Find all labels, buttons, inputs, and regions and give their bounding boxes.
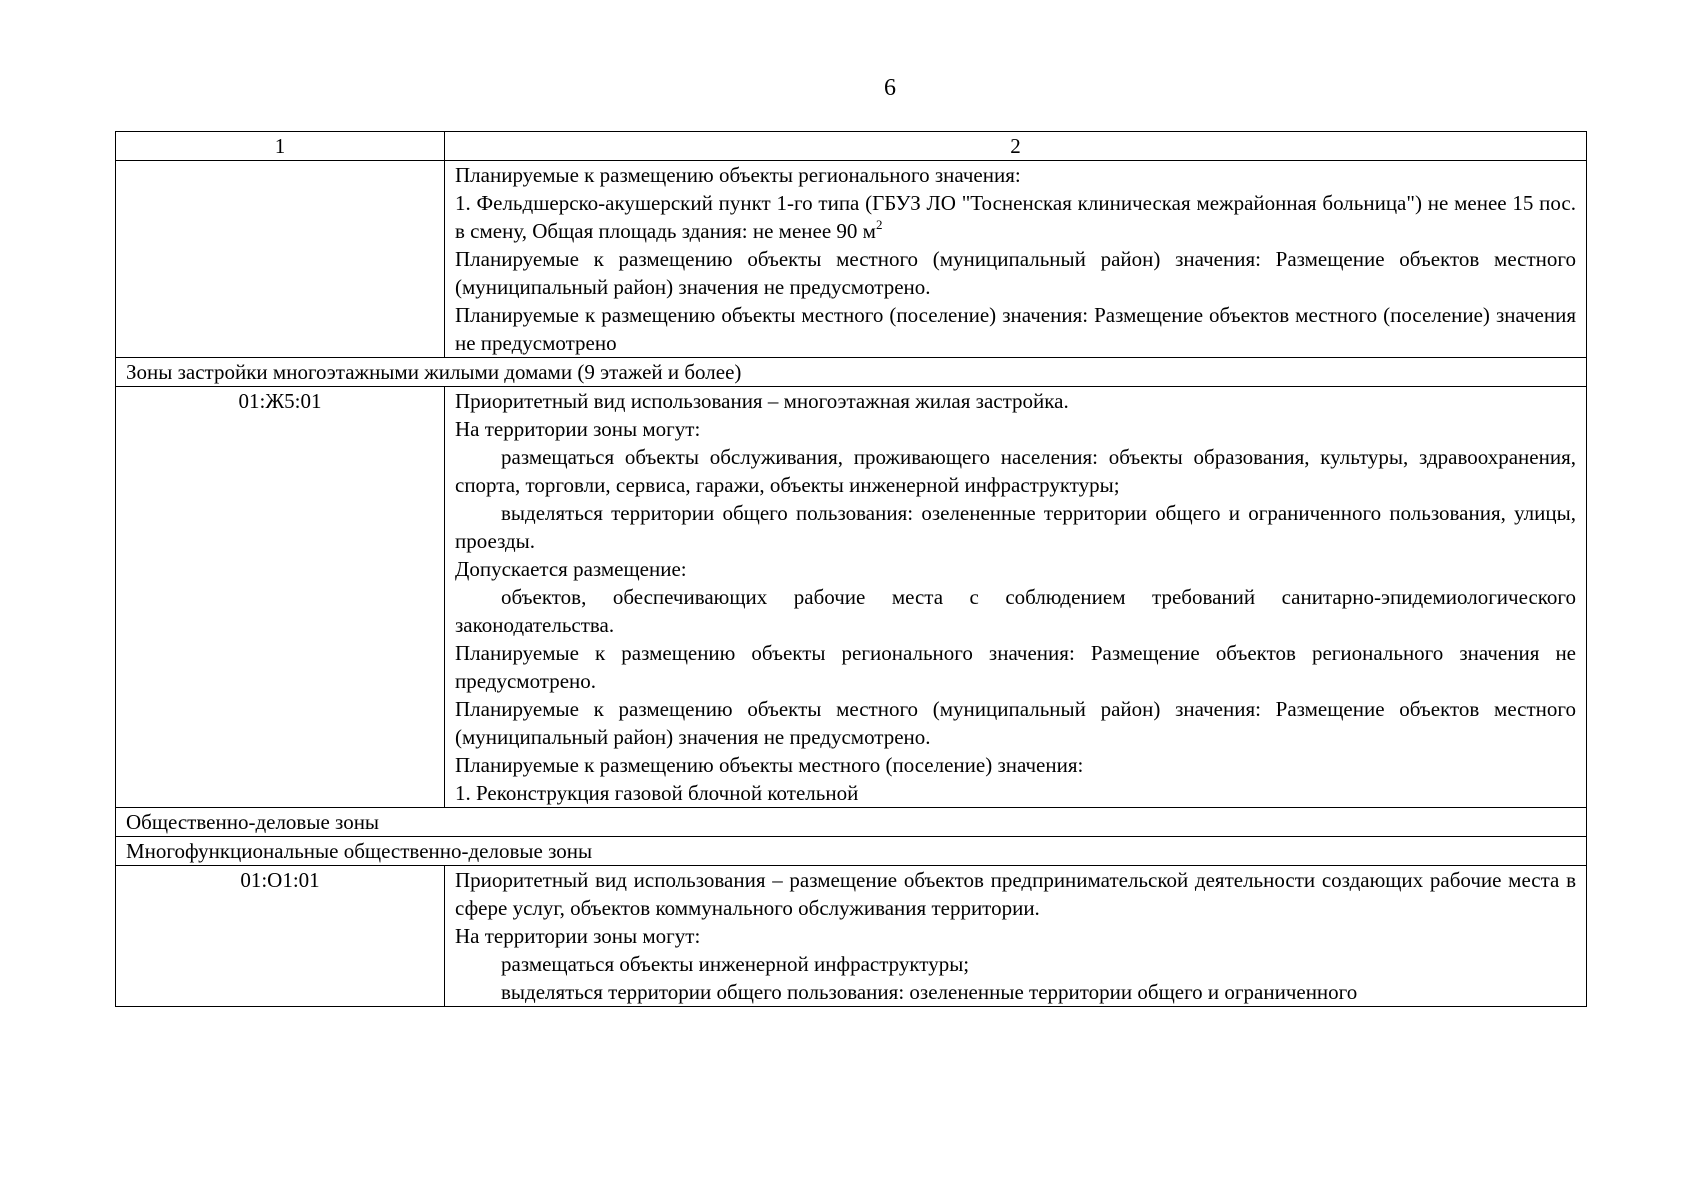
text-line: Планируемые к размещению объекты местного (поселение) значения: Размещение объектов местного (поселение) значения не предусмотрено (455, 303, 1576, 355)
text-line: 1. Реконструкция газовой блочной котельной (455, 781, 859, 805)
zone-heading-row (116, 808, 1587, 837)
text-line: На территории зоны могут: (455, 924, 701, 948)
text-line: Планируемые к размещению объекты регионального значения: (455, 163, 1021, 187)
zone-code-cell: 01:Ж5:01 (116, 387, 445, 808)
zone-heading: Общественно-деловые зоны (116, 808, 1587, 837)
zone-heading: Зоны застройки многоэтажными жилыми домами (9 этажей и более) (116, 358, 1587, 387)
table-row (116, 866, 1587, 1007)
text-line: выделяться территории общего пользования: озелененные территории общего и ограниченного пользования, улицы, проезды. (455, 501, 1576, 553)
zone-heading: Многофункциональные общественно-деловые зоны (116, 837, 1587, 866)
text-line: Приоритетный вид использования – многоэтажная жилая застройка. (455, 389, 1069, 413)
text-line: размещаться объекты инженерной инфраструктуры; (501, 952, 970, 976)
zone-heading-row (116, 358, 1587, 387)
zone-heading-row (116, 837, 1587, 866)
text-line: размещаться объекты обслуживания, проживающего населения: объекты образования, культуры, здравоохранения, спорта, торговли, сервиса, гаражи, объекты инженерной инфраструктуры; (455, 445, 1576, 497)
text-line: объектов, обеспечивающих рабочие места с соблюдением требований санитарно-эпидемиологического законодательства. (455, 585, 1576, 637)
zone-code-cell (116, 161, 445, 358)
page-number: 6 (884, 75, 896, 101)
text-line: Приоритетный вид использования – размещение объектов предпринимательской деятельности создающих рабочие места в сфере услуг, объектов коммунального обслуживания территории. (455, 868, 1576, 920)
zone-description-cell (445, 387, 1587, 808)
zone-code-cell: 01:О1:01 (116, 866, 445, 1007)
text-line: Планируемые к размещению объекты местного (поселение) значения: (455, 753, 1084, 777)
column-header-2: 2 (445, 132, 1587, 161)
text-line-content: 1. Фельдшерско-акушерский пункт 1-го типа (ГБУЗ ЛО "Тосненская клиническая межрайонная больница") не менее 15 пос. в смену, Общая площадь здания: не менее 90 м (455, 191, 1576, 243)
text-line: Планируемые к размещению объекты регионального значения: Размещение объектов регионального значения не предусмотрено. (455, 641, 1576, 693)
text-line: Планируемые к размещению объекты местного (муниципальный район) значения: Размещение объектов местного (муниципальный район) значения не предусмотрено. (455, 697, 1576, 749)
zone-description-cell (445, 866, 1587, 1007)
text-line: Допускается размещение: (455, 557, 687, 581)
text-line: На территории зоны могут: (455, 417, 701, 441)
column-header-1: 1 (116, 132, 445, 161)
zoning-table (115, 131, 1587, 1007)
table-row (116, 387, 1587, 808)
zone-description-cell (445, 161, 1587, 358)
table-header-row (116, 132, 1587, 161)
text-line (455, 189, 1576, 245)
table-row (116, 161, 1587, 358)
text-line: Планируемые к размещению объекты местного (муниципальный район) значения: Размещение объектов местного (муниципальный район) значения не предусмотрено. (455, 247, 1576, 299)
superscript: 2 (875, 217, 883, 232)
text-line: выделяться территории общего пользования: озелененные территории общего и ограниченного (501, 980, 1358, 1004)
